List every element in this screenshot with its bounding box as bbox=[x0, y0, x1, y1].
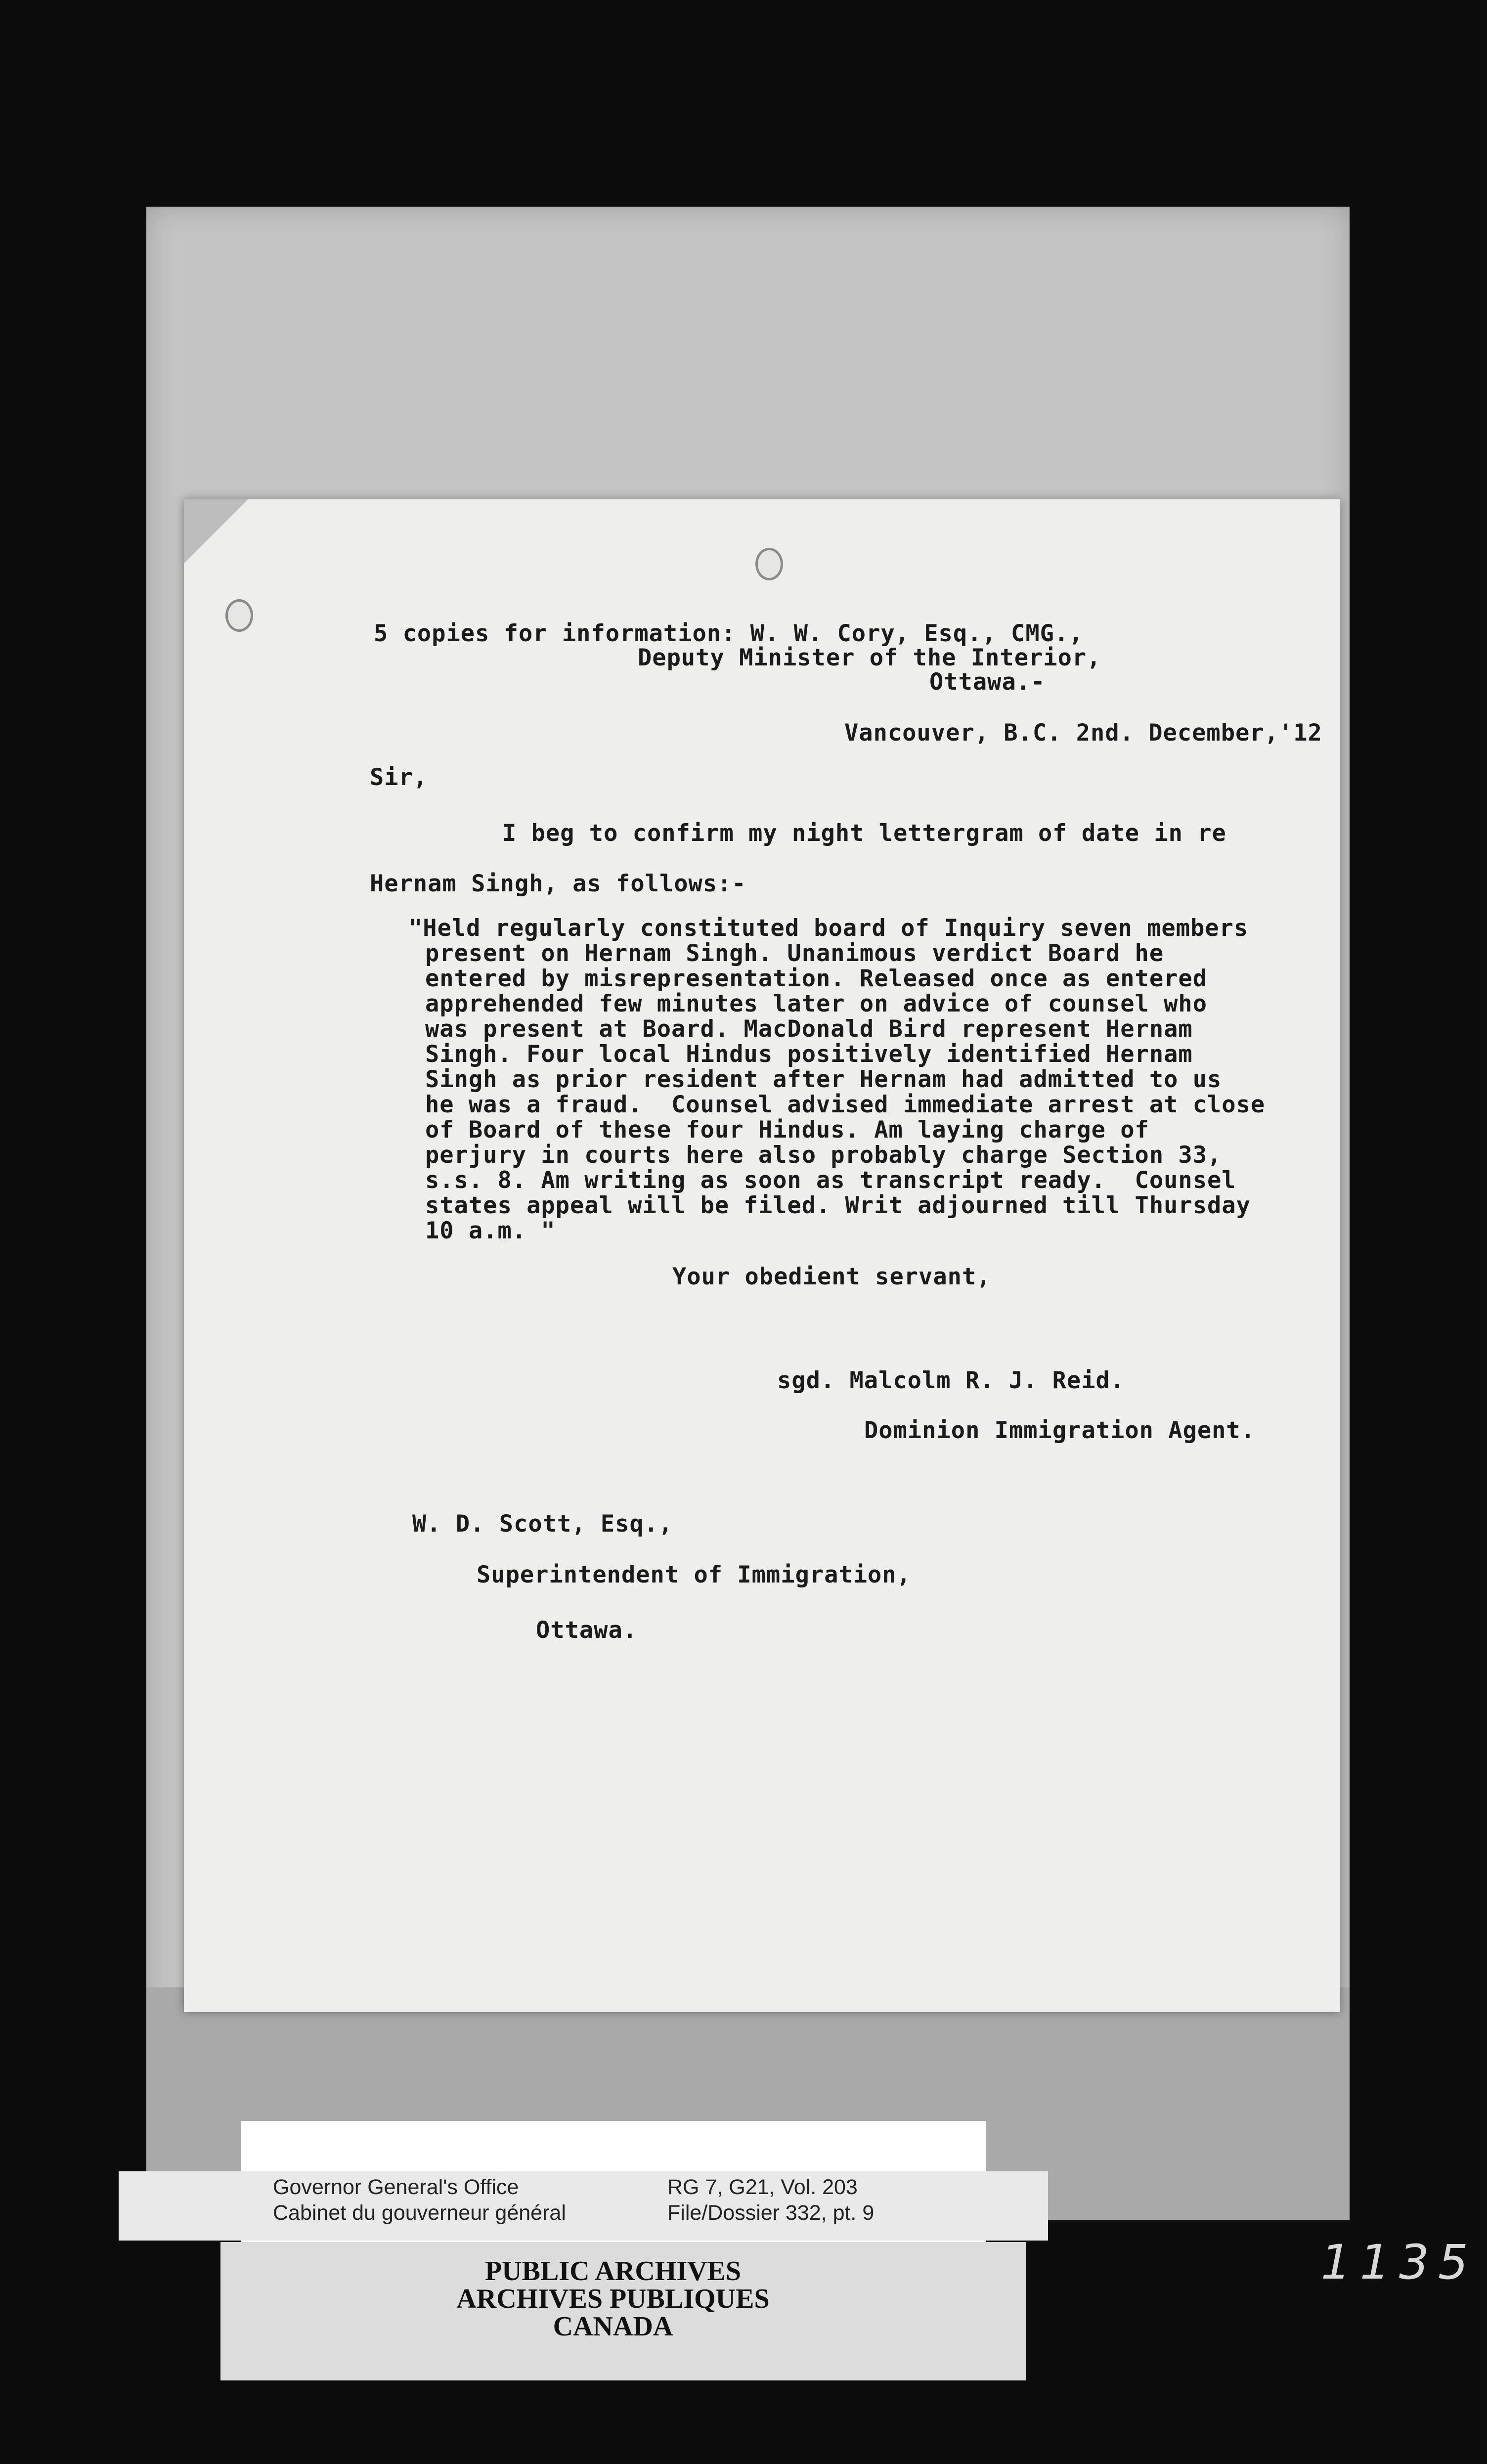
archive-file: File/Dossier 332, pt. 9 bbox=[667, 2201, 875, 2225]
addressee-title: Superintendent of Immigration, bbox=[477, 1561, 911, 1588]
quote-line: states appeal will be filed. Writ adjourned till Thursday bbox=[425, 1192, 1251, 1219]
quote-line: Singh as prior resident after Hernam had admitted to us bbox=[425, 1066, 1222, 1093]
folded-corner bbox=[184, 499, 248, 564]
lettergram-quote bbox=[408, 915, 1266, 1244]
office-english: Governor General's Office bbox=[273, 2175, 519, 2199]
quote-line: perjury in courts here also probably charge Section 33, bbox=[425, 1142, 1222, 1169]
quote-line: 10 a.m. " bbox=[425, 1217, 556, 1244]
office-french: Cabinet du gouverneur général bbox=[273, 2201, 566, 2225]
quote-line: of Board of these four Hindus. Am laying charge of bbox=[425, 1116, 1149, 1144]
quote-line: apprehended few minutes later on advice of counsel who bbox=[425, 990, 1208, 1017]
quote-line: Singh. Four local Hindus positively identified Hernam bbox=[425, 1041, 1193, 1068]
archive-reference: RG 7, G21, Vol. 203 bbox=[667, 2175, 858, 2199]
addressee-city: Ottawa. bbox=[536, 1617, 638, 1644]
stamp-line-3: CANADA bbox=[553, 2311, 673, 2342]
intro-line-1: I beg to confirm my night lettergram of date in re bbox=[502, 820, 1226, 847]
stamp-line-2: ARCHIVES PUBLIQUES bbox=[456, 2284, 770, 2314]
intro-line-2: Hernam Singh, as follows:- bbox=[370, 870, 746, 897]
quote-line: he was a fraud. Counsel advised immediate arrest at close bbox=[425, 1091, 1266, 1118]
dateline: Vancouver, B.C. 2nd. December,'12 bbox=[844, 719, 1322, 747]
quote-line: was present at Board. MacDonald Bird represent Hernam bbox=[425, 1015, 1193, 1043]
archive-label-strip bbox=[119, 2171, 1048, 2241]
punch-hole-left bbox=[225, 599, 253, 632]
quote-line: s.s. 8. Am writing as soon as transcript ready. Counsel bbox=[425, 1167, 1236, 1194]
punch-hole-top bbox=[755, 548, 783, 580]
quote-line: present on Hernam Singh. Unanimous verdict Board he bbox=[425, 940, 1164, 967]
closing: Your obedient servant, bbox=[672, 1263, 991, 1290]
frame-number: 1135 bbox=[1320, 2235, 1477, 2290]
copies-line: 5 copies for information: W. W. Cory, Esq., CMG., bbox=[374, 620, 1084, 647]
stamp-line-1: PUBLIC ARCHIVES bbox=[484, 2256, 742, 2287]
signer-title: Dominion Immigration Agent. bbox=[864, 1417, 1256, 1444]
addressee-name: W. D. Scott, Esq., bbox=[412, 1510, 673, 1538]
salutation: Sir, bbox=[370, 764, 428, 791]
signature: sgd. Malcolm R. J. Reid. bbox=[777, 1367, 1125, 1394]
copies-city: Ottawa.- bbox=[929, 668, 1046, 696]
quote-line: entered by misrepresentation. Released once as entered bbox=[425, 965, 1208, 992]
quote-line: "Held regularly constituted board of Inquiry seven members bbox=[408, 915, 1249, 942]
copies-title: Deputy Minister of the Interior, bbox=[638, 644, 1101, 671]
